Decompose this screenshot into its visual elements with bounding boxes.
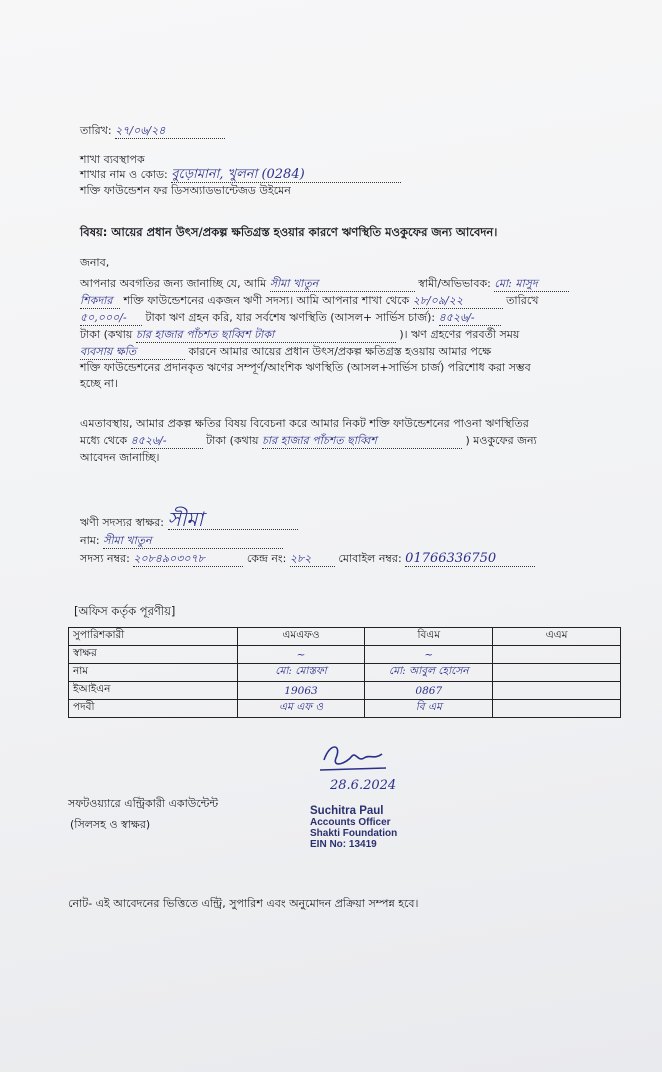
- para1-line2: [80, 294, 538, 309]
- recommendation-table: [68, 627, 621, 718]
- row-label-ein: ইআইএন: [69, 682, 238, 700]
- para1-text-h: কারনে আমার আয়ের প্রধান উৎস/প্রকল্প ক্ষতিগ্রস্ত হওয়ায় আমার পক্ষে: [188, 345, 492, 358]
- para2-line3: আবেদন জানাচ্ছি।: [80, 451, 160, 464]
- table-row: [69, 646, 621, 664]
- am-name: [493, 664, 621, 682]
- am-ein: [493, 682, 621, 700]
- bm-designation: বি এম: [365, 700, 493, 718]
- waiver-words-fill: চার হাজার পাঁচশত ছাব্বিশ: [262, 434, 462, 449]
- am-designation: [493, 700, 621, 718]
- row-label-name: নাম: [69, 664, 238, 682]
- cause-fill: ব্যবসায় ক্ষতি: [80, 345, 185, 360]
- recipient-title: শাখা ব্যবস্থাপক: [80, 153, 145, 166]
- loan-amount-fill: ৫০,০০০/-: [80, 311, 142, 326]
- member-signature: সীমা: [168, 509, 298, 530]
- accountant-label: সফটওয়্যারে এন্ট্রিকারী একাউন্টেন্ট: [68, 797, 219, 810]
- organization-name: শক্তি ফাউন্ডেশন ফর ডিসঅ্যাডভান্টেজড উইমেন: [80, 184, 291, 197]
- center-label: কেন্দ্র নং:: [246, 552, 287, 565]
- stamp-org: Shakti Foundation: [310, 828, 398, 839]
- para1-text-g: )। ঋণ গ্রহণের পরবর্তী সময়: [399, 328, 520, 341]
- am-signature: [493, 646, 621, 664]
- row-label-signature: স্বাক্ষর: [69, 646, 238, 664]
- stamp-name: Suchitra Paul: [310, 805, 384, 817]
- loan-date-fill: ২৮/০৯/২২: [413, 294, 503, 309]
- mobile-label: মোবাইল নম্বর:: [338, 552, 402, 565]
- bm-name: মো: আবুল হোসেন: [365, 664, 493, 682]
- member-no-value: ২০৮৪৯০৩০৭৮: [133, 552, 243, 567]
- para2-line1: এমতাবস্থায়, আমার প্রকল্প ক্ষতির বিষয় বিবেচনা করে আমার নিকট শক্তি ফাউন্ডেশনের পাওনা ঋণস্থিতির: [80, 417, 529, 430]
- salutation: জনাব,: [80, 256, 110, 269]
- member-signature-line: [80, 509, 298, 530]
- branch-label: শাখার নাম ও কোড:: [80, 168, 168, 181]
- mfo-signature: ~: [237, 646, 365, 664]
- branch-value: বুড়োমানা, খুলনা (0284): [171, 168, 401, 183]
- table-row: [69, 664, 621, 682]
- row-label-designation: পদবী: [69, 700, 238, 718]
- para1-text-f: টাকা (কথায়: [80, 328, 133, 341]
- table-header-row: [69, 628, 621, 646]
- para1-line1: [80, 277, 569, 292]
- mfo-designation: এম এফ ও: [237, 700, 365, 718]
- member-name-label: নাম:: [80, 534, 100, 547]
- waiver-amount-fill: ৪৫২৬/-: [131, 434, 203, 449]
- date-value: ২৭/০৬/২৪: [115, 124, 225, 139]
- para1-line5: [80, 345, 491, 360]
- para1-text-b: স্বামী/অভিভাবক:: [418, 277, 491, 290]
- branch-line: [80, 168, 401, 183]
- para1-text-c: শক্তি ফাউন্ডেশনের একজন ঋণী সদস্য। আমি আপনার শাখা থেকে: [123, 294, 410, 307]
- member-name-fill: সীমা খাতুন: [270, 277, 415, 292]
- member-no-label: সদস্য নম্বর:: [80, 552, 130, 565]
- header-recommender: সুপারিশকারী: [69, 628, 238, 646]
- para1-line6: শক্তি ফাউন্ডেশনের প্রদানকৃত ঋণের সম্পূর্ণ/আংশিক ঋণস্থিতি (আসল+সার্ভিস চার্জ) পরিশোধ করা সম্ভব: [80, 361, 531, 374]
- para1-line4: [80, 328, 519, 343]
- member-name-value: সীমা খাতুন: [103, 534, 283, 549]
- para1-line7: হচ্ছে না।: [80, 377, 118, 390]
- table-row: [69, 700, 621, 718]
- para1-line3: [80, 311, 501, 326]
- para2-text-c: টাকা (কথায়: [206, 434, 259, 447]
- member-sign-label: ঋণী সদস্যর স্বাক্ষর:: [80, 516, 164, 529]
- guardian-fill-2: শিকদার: [80, 294, 120, 309]
- bm-ein: 0867: [365, 682, 493, 700]
- header-mfo: এমএফও: [237, 628, 365, 646]
- stamp-title: Accounts Officer: [310, 817, 391, 828]
- mfo-ein: 19063: [237, 682, 365, 700]
- date-label: তারিখ:: [80, 124, 112, 137]
- para2-line2: [80, 434, 537, 449]
- center-value: ২৮২: [290, 552, 335, 567]
- mfo-name: মো: মোস্তফা: [237, 664, 365, 682]
- header-am: এএম: [493, 628, 621, 646]
- header-bm: বিএম: [365, 628, 493, 646]
- accountant-signature: [316, 738, 396, 778]
- accountant-label-sub: (সিলসহ ও স্বাক্ষর): [70, 818, 151, 831]
- balance-fill: ৪৫২৬/-: [439, 311, 501, 326]
- date-line: [80, 124, 225, 139]
- table-row: [69, 682, 621, 700]
- mobile-value: 01766336750: [405, 552, 535, 567]
- footer-note: নোট- এই আবেদনের ভিত্তিতে এন্ট্রি, সুপারিশ এবং অনুমোদন প্রক্রিয়া সম্পন্ন হবে।: [68, 897, 419, 910]
- member-number-line: [80, 552, 535, 567]
- subject-line: বিষয়: আয়ের প্রধান উৎস/প্রকল্প ক্ষতিগ্রস্ত হওয়ার কারণে ঋণস্থিতি মওকুফের জন্য আবেদন।: [80, 225, 498, 239]
- accountant-stamp: [310, 806, 397, 850]
- para1-text-e: টাকা ঋণ গ্রহন করি, যার সর্বশেষ ঋণস্থিতি (আসল+ সার্ভিস চার্জ):: [145, 311, 436, 324]
- member-name-line: [80, 534, 283, 549]
- para2-text-b: মধ্যে থেকে: [80, 434, 128, 447]
- para1-text-d: তারিখে: [506, 294, 539, 307]
- para2-text-d: ) মওকুফের জন্য: [465, 434, 537, 447]
- para1-text-a: আপনার অবগতির জন্য জানাচ্ছি যে, আমি: [80, 277, 267, 290]
- stamp-ein: EIN No: 13419: [310, 839, 377, 850]
- bm-signature: ~: [365, 646, 493, 664]
- signature-date: 28.6.2024: [330, 778, 397, 793]
- office-section-title: [অফিস কর্তৃক পূরণীয়]: [74, 604, 176, 618]
- guardian-fill: মো: মাসুদ: [494, 277, 569, 292]
- balance-words-fill: চার হাজার পাঁচশত ছাব্বিশ টাকা: [136, 328, 396, 343]
